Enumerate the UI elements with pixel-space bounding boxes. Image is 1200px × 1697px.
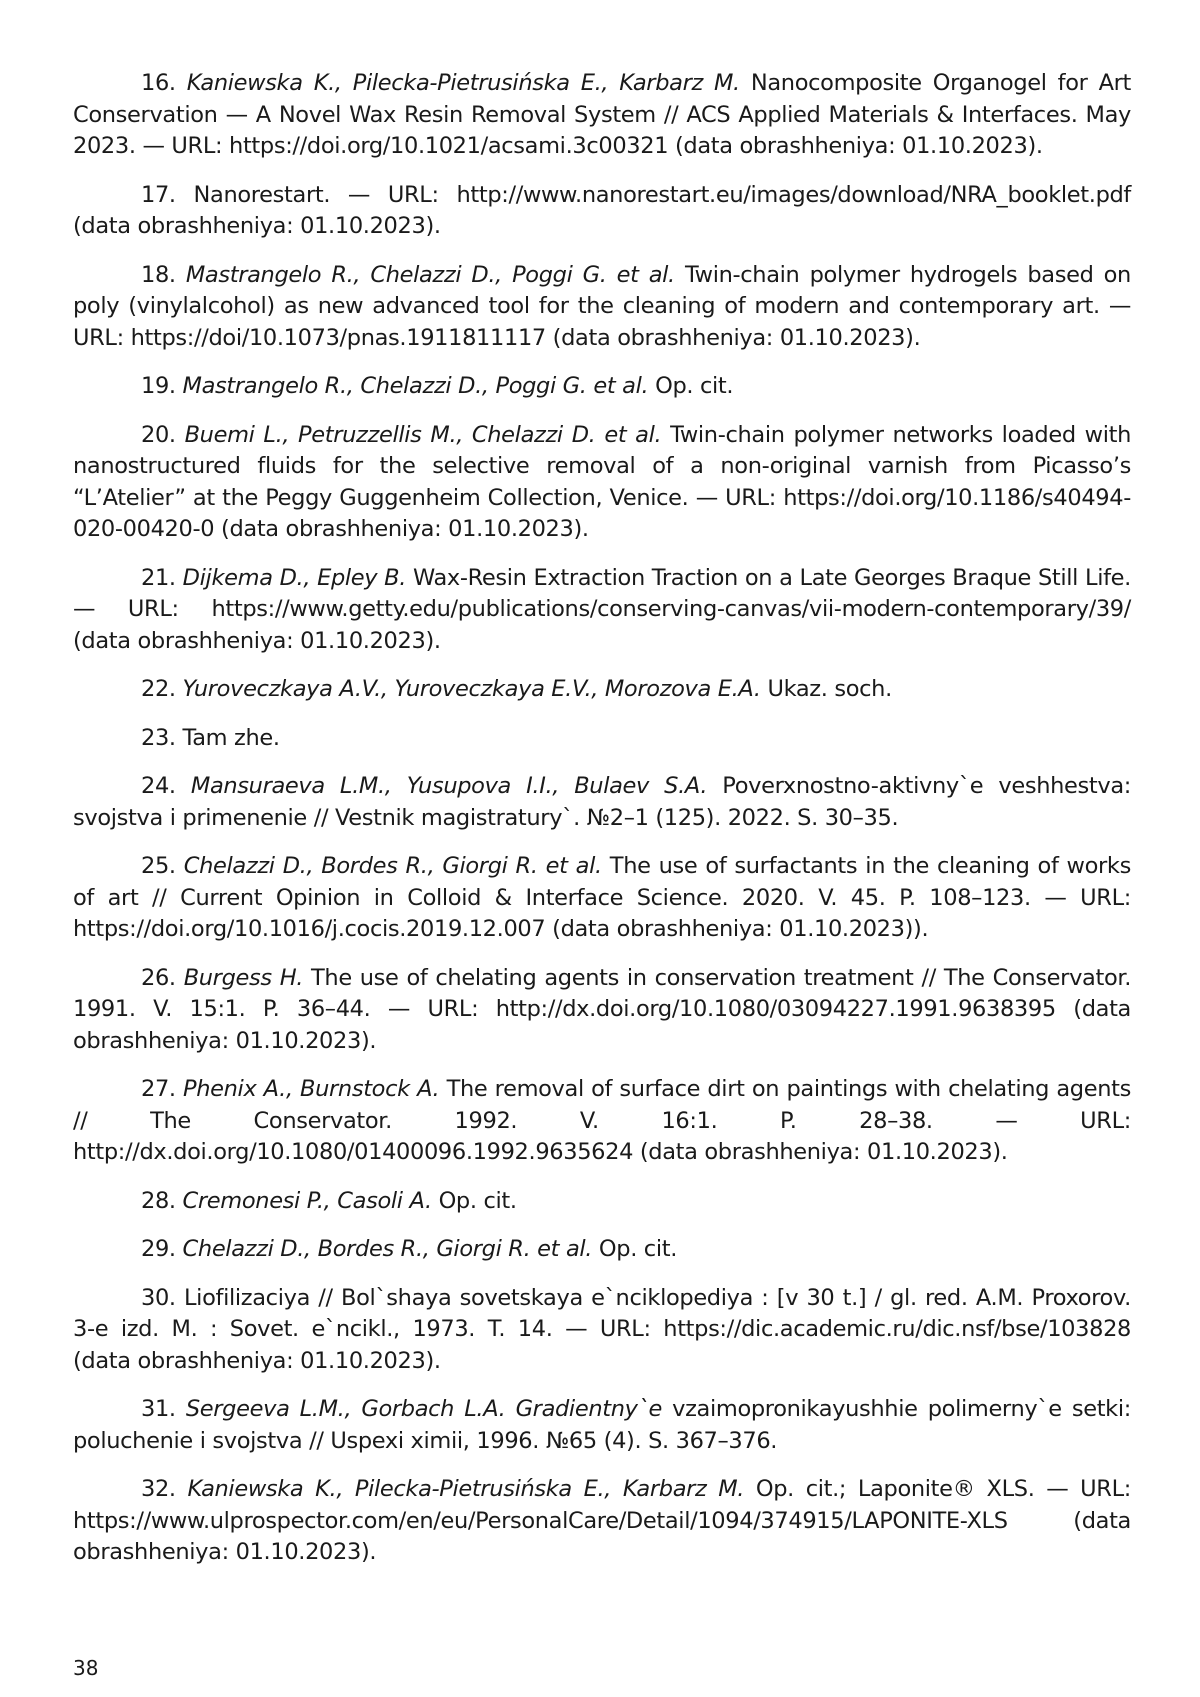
reference-text: The use of surfactants in the cleaning of works of art // Current Opinion in Colloid & Interface Science. 2020. V. 45. P. 108–123. — URL: https://doi.org/10.1016/j.cocis.2019.12.007 (data obrashheniya: 01.10.2023)). (73, 853, 1131, 942)
reference-text: Twin-chain polymer hydrogels based on poly (vinylalcohol) as new advanced tool for the cleaning of modern and contemporary art. — URL: https://doi/10.1073/pnas.1911811117 (data obrashheniya: 01.10.2023). (73, 261, 1131, 351)
reference-authors: Chelazzi D., Bordes R., Giorgi R. et al. (182, 1236, 593, 1262)
reference-authors: Chelazzi D., Bordes R., Giorgi R. et al. (183, 853, 602, 879)
reference-21 (73, 563, 1131, 658)
reference-16 (73, 68, 1131, 163)
reference-number: 19. (141, 373, 176, 399)
reference-number: 28. (141, 1187, 176, 1214)
reference-text: vzaimopronikayushhie polimerny`e setki: poluchenie i svojstva // Uspexi ximii, 1996. №65 (4). S. 367–376. (73, 1396, 1131, 1454)
reference-number: 18. (141, 261, 176, 288)
reference-text: Liofilizaciya // Bol`shaya sovetskaya e`nciklopediya : [v 30 t.] / gl. red. A.M. Proxorov. 3-e izd. M. : Sovet. e`ncikl., 1973. T. 14. — URL: https://dic.academic.ru/dic.nsf/bse/103828 (data obrashheniya: 01.10.2023). (73, 1284, 1131, 1374)
reference-text: Op. cit. (438, 1187, 517, 1214)
reference-32 (73, 1474, 1131, 1569)
reference-authors: Mastrangelo R., Chelazzi D., Poggi G. et al. (185, 261, 675, 288)
reference-number: 22. (141, 676, 176, 702)
reference-authors: Mansuraeva L.M., Yusupova I.I., Bulaev S.A. (190, 773, 708, 799)
reference-authors: Mastrangelo R., Chelazzi D., Poggi G. et al. (182, 373, 649, 399)
reference-26 (73, 963, 1131, 1058)
reference-text: Wax-Resin Extraction Traction on a Late Georges Braque Still Life. — URL: https://www.getty.edu/publications/conserving-canvas/vii-modern-contemporary/39/ (data obrashheniya: 01.10.2023). (73, 564, 1131, 654)
reference-number: 16. (141, 70, 176, 96)
reference-text: Ukaz. soch. (767, 676, 892, 702)
reference-authors: Burgess H. (183, 964, 304, 991)
reference-number: 17. (141, 181, 176, 208)
reference-authors: Cremonesi P., Casoli A. (182, 1187, 432, 1214)
reference-text: Op. cit. (655, 373, 734, 399)
reference-30 (73, 1283, 1131, 1378)
reference-25 (73, 851, 1131, 946)
reference-number: 27. (141, 1076, 176, 1102)
reference-authors: Kaniewska K., Pilecka-Pietrusińska E., Karbarz M. (186, 70, 740, 96)
reference-31 (73, 1394, 1131, 1457)
reference-number: 23. (141, 724, 176, 751)
reference-text: Poverxnostno-aktivny`e veshhestva: svojstva i primenenie // Vestnik magistratury`. №2–1 (125). 2022. S. 30–35. (73, 773, 1131, 831)
reference-number: 30. (141, 1284, 176, 1311)
reference-24 (73, 771, 1131, 834)
reference-text: The removal of surface dirt on paintings with chelating agents // The Conservator. 1992. V. 16:1. P. 28–38. — URL: http://dx.doi.org/10.1080/01400096.1992.9635624 (data obrashheniya: 01.10.2023). (73, 1076, 1131, 1165)
reference-text: Op. cit.; Laponite® XLS. — URL: https://www.ulprospector.com/en/eu/PersonalCare/Detail/1094/374915/LAPONITE-XLS (data obrashheniya: 01.10.2023). (73, 1476, 1131, 1565)
reference-number: 24. (141, 773, 176, 799)
reference-list (73, 68, 1131, 1586)
reference-number: 29. (141, 1236, 176, 1262)
reference-number: 26. (141, 964, 176, 991)
reference-text: Op. cit. (598, 1236, 677, 1262)
reference-28 (73, 1186, 1131, 1218)
reference-authors: Yuroveczkaya A.V., Yuroveczkaya E.V., Morozova E.A. (182, 676, 761, 702)
reference-22 (73, 674, 1131, 706)
reference-19 (73, 371, 1131, 403)
reference-authors: Buemi L., Petruzzellis M., Chelazzi D. et al. (184, 421, 662, 448)
reference-number: 20. (141, 421, 176, 448)
reference-text: Tam zhe. (182, 724, 280, 751)
reference-18 (73, 260, 1131, 355)
reference-20 (73, 420, 1131, 546)
reference-text: Twin-chain polymer networks loaded with nanostructured fluids for the selective removal of a non-original varnish from Picasso’s “L’Atelier” at the Peggy Guggenheim Collection, Venice. — URL: https://doi.org/10.1186/s40494-020-00420-0 (data obrashheniya: 01.10.2023). (73, 421, 1131, 542)
reference-number: 25. (141, 853, 176, 879)
reference-23 (73, 723, 1131, 755)
reference-authors: Phenix A., Burnstock A. (183, 1076, 440, 1102)
reference-number: 32. (141, 1476, 176, 1502)
reference-17 (73, 180, 1131, 243)
reference-number: 21. (141, 564, 176, 591)
reference-27 (73, 1074, 1131, 1169)
reference-authors: Dijkema D., Epley B. (182, 564, 407, 591)
reference-number: 31. (141, 1396, 176, 1422)
reference-authors: Sergeeva L.M., Gorbach L.A. Gradientny`e (185, 1396, 662, 1422)
reference-text: Nanorestart. — URL: http://www.nanorestart.eu/images/download/NRA_booklet.pdf (data obrashheniya: 01.10.2023). (73, 181, 1131, 239)
reference-authors: Kaniewska K., Pilecka-Pietrusińska E., Karbarz M. (187, 1476, 745, 1502)
reference-29 (73, 1234, 1131, 1266)
reference-text: The use of chelating agents in conservation treatment // The Conservator. 1991. V. 15:1. P. 36–44. — URL: http://dx.doi.org/10.1080/03094227.1991.9638395 (data obrashheniya: 01.10.2023). (73, 964, 1131, 1054)
page-number: 38 (73, 1656, 99, 1680)
reference-text: Nanocomposite Organogel for Art Conservation — A Novel Wax Resin Removal System // ACS Applied Materials & Interfaces. May 2023. — URL: https://doi.org/10.1021/acsami.3c00321 (data obrashheniya: 01.10.2023). (73, 70, 1132, 159)
